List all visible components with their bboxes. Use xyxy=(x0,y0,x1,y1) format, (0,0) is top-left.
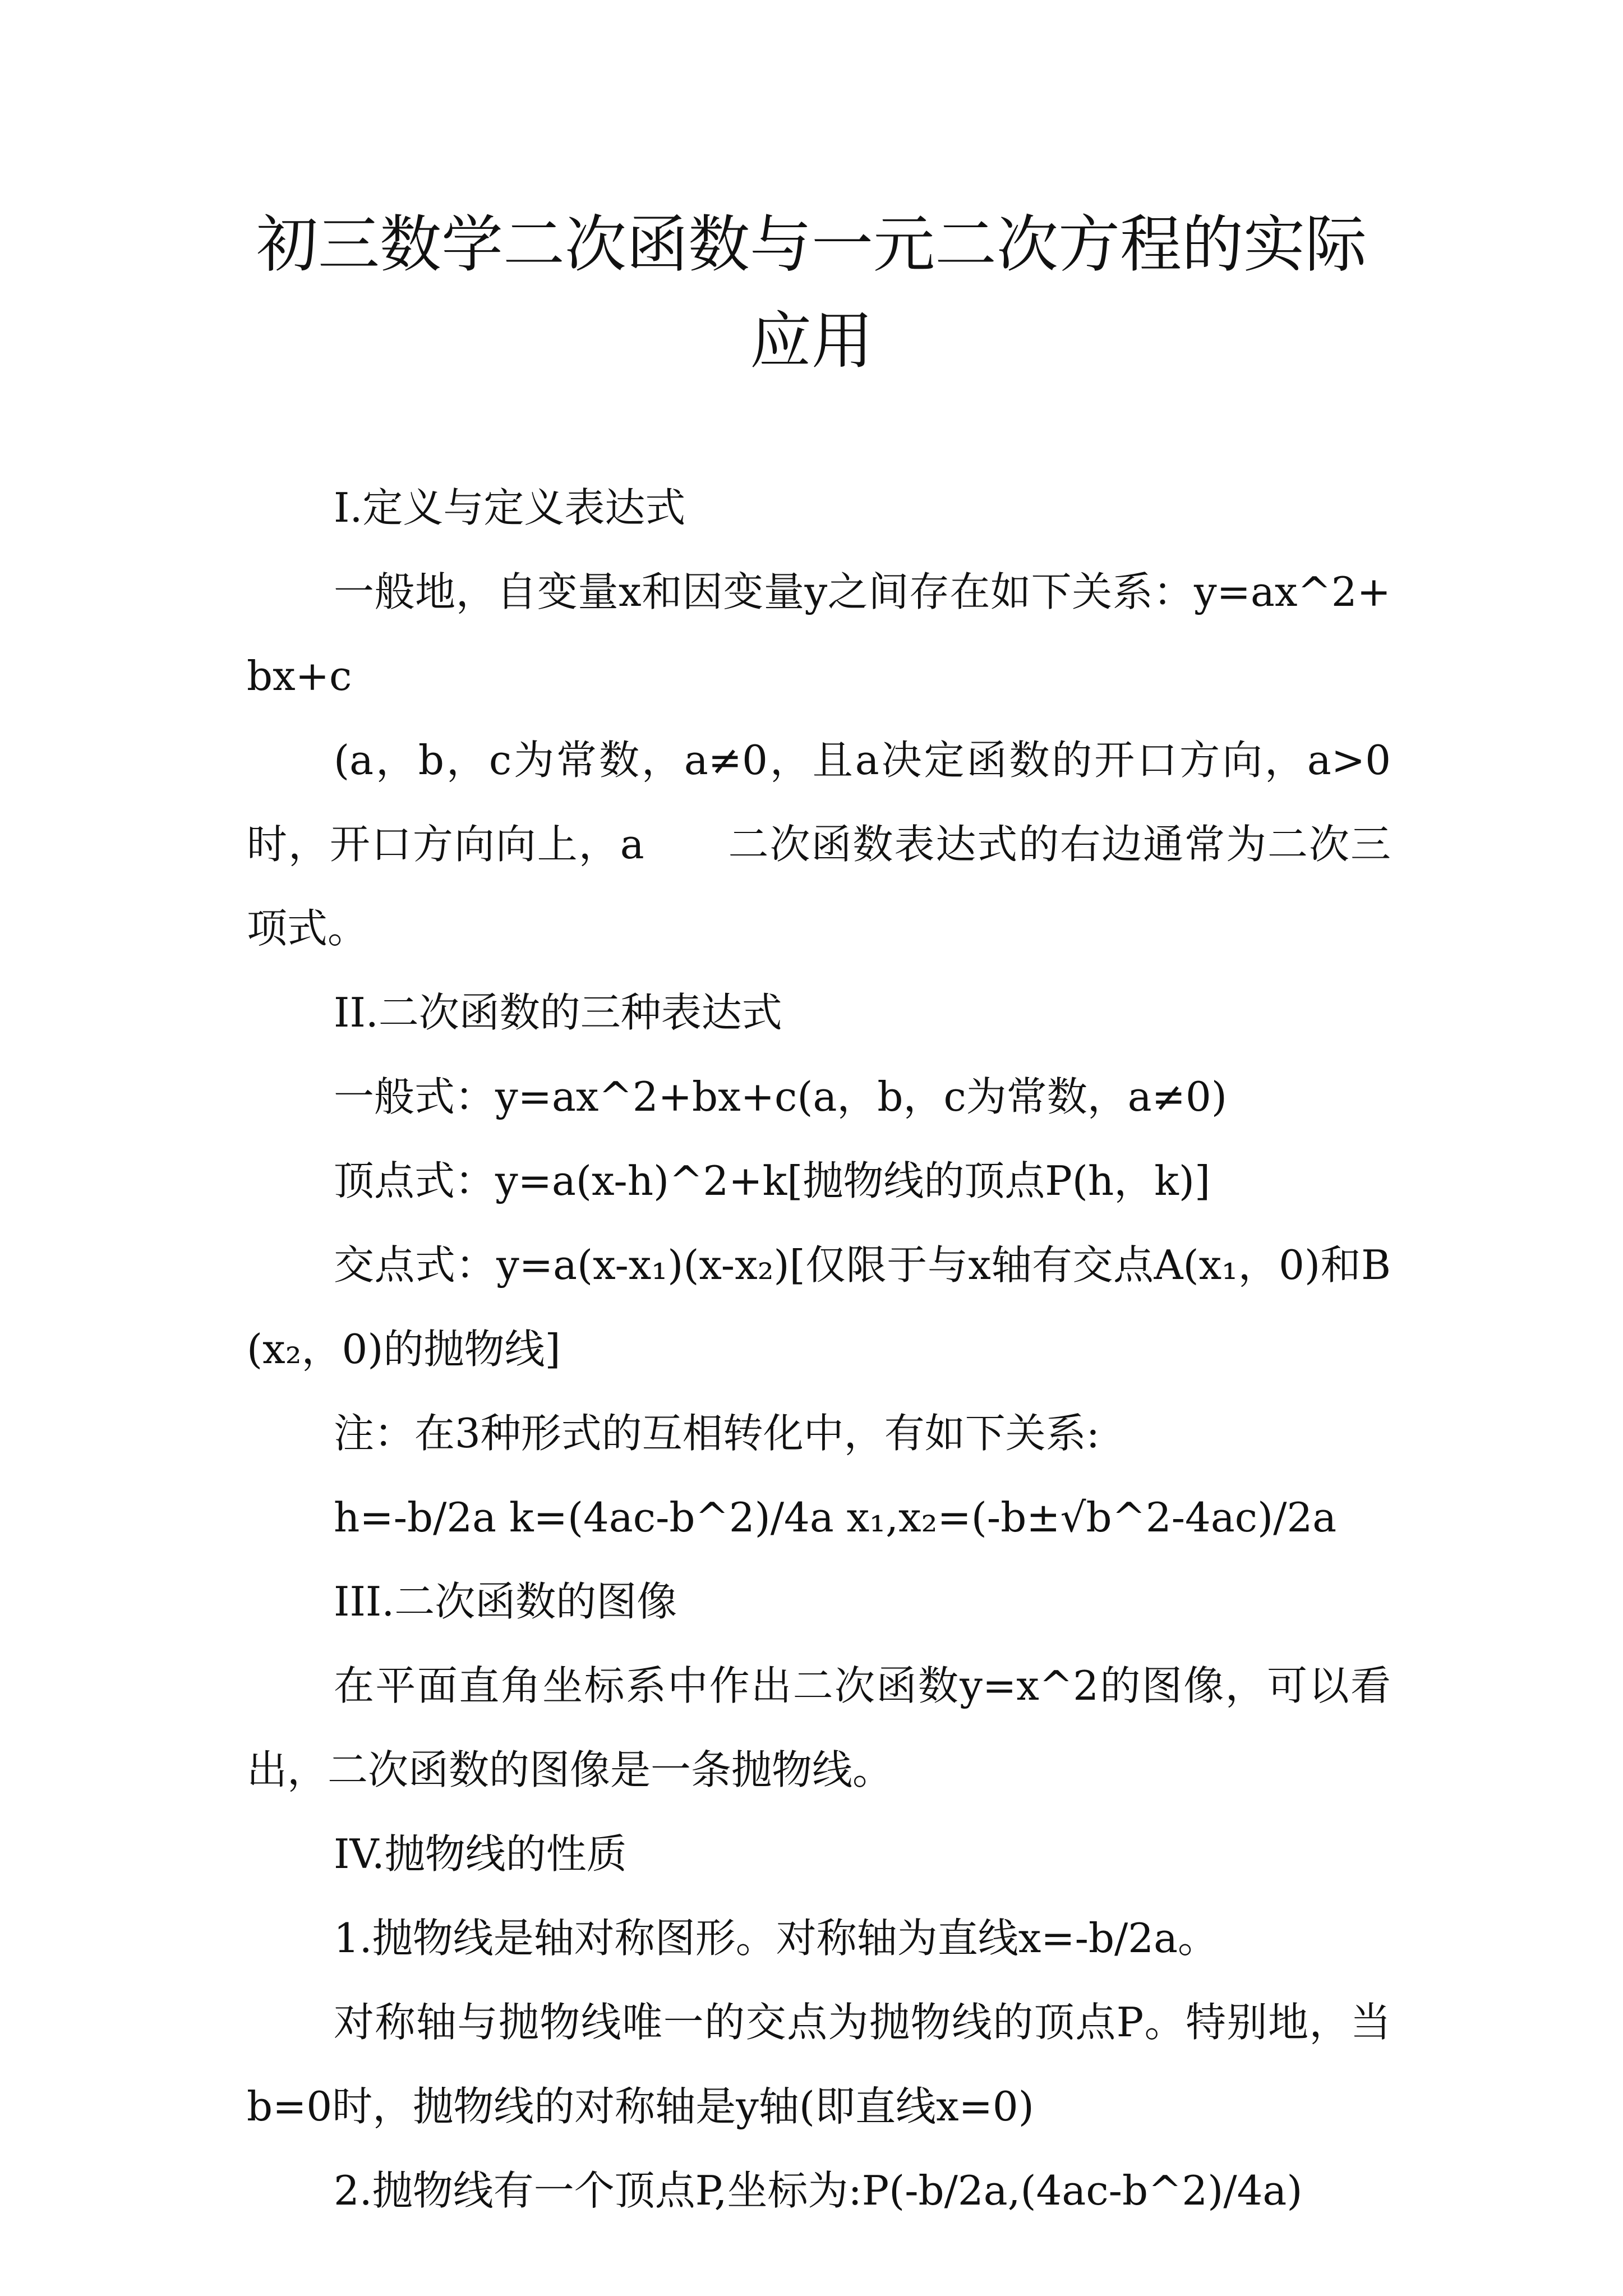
document-body xyxy=(247,466,1391,2233)
paragraph-vertex-form: 顶点式：y=a(x-h)^2+k[抛物线的顶点P(h，k)] xyxy=(334,1157,1211,1204)
paragraph-intercept-form: 交点式：y=a(x-x₁)(x-x₂)[仅限于与x轴有交点A(x₁，0)和B(x₂，0)的抛物线] xyxy=(247,1241,1391,1373)
paragraph-graph: 在平面直角坐标系中作出二次函数y=x^2的图像，可以看出，二次函数的图像是一条抛物线。 xyxy=(247,1662,1391,1793)
paragraph-note: 注：在3种形式的互相转化中，有如下关系: xyxy=(334,1410,1100,1457)
title-line-1: 初三数学二次函数与一元二次方程的实际 xyxy=(256,209,1367,280)
section-heading-properties: IV.抛物线的性质 xyxy=(334,1830,627,1878)
section-heading-definition: I.定义与定义表达式 xyxy=(334,484,686,531)
paragraph-axis-vertex: 对称轴与抛物线唯一的交点为抛物线的顶点P。特别地，当b=0时，抛物线的对称轴是y轴(即直线x=0) xyxy=(247,1999,1391,2130)
paragraph-property-2: 2.抛物线有一个顶点P,坐标为:P(-b/2a,(4ac-b^2)/4a) xyxy=(334,2167,1303,2214)
paragraph-relations: h=-b/2a k=(4ac-b^2)/4a x₁,x₂=(-b±√b^2-4ac)/2a xyxy=(334,1494,1337,1541)
section-heading-graph: III.二次函数的图像 xyxy=(334,1578,677,1625)
paragraph-coefficients: (a，b，c为常数，a≠0，且a决定函数的开口方向，a>0时，开口方向向上，a 二次函数表达式的右边通常为二次三项式。 xyxy=(247,737,1391,952)
paragraph-general-form: 一般式：y=ax^2+bx+c(a，b，c为常数，a≠0) xyxy=(334,1073,1227,1120)
title-line-2: 应用 xyxy=(750,305,873,377)
paragraph-definition: 一般地，自变量x和因变量y之间存在如下关系：y=ax^2+bx+c xyxy=(247,568,1391,700)
document-title xyxy=(213,196,1410,389)
paragraph-property-1: 1.抛物线是轴对称图形。对称轴为直线x=-b/2a。 xyxy=(334,1915,1219,1962)
section-heading-expressions: II.二次函数的三种表达式 xyxy=(334,989,782,1036)
